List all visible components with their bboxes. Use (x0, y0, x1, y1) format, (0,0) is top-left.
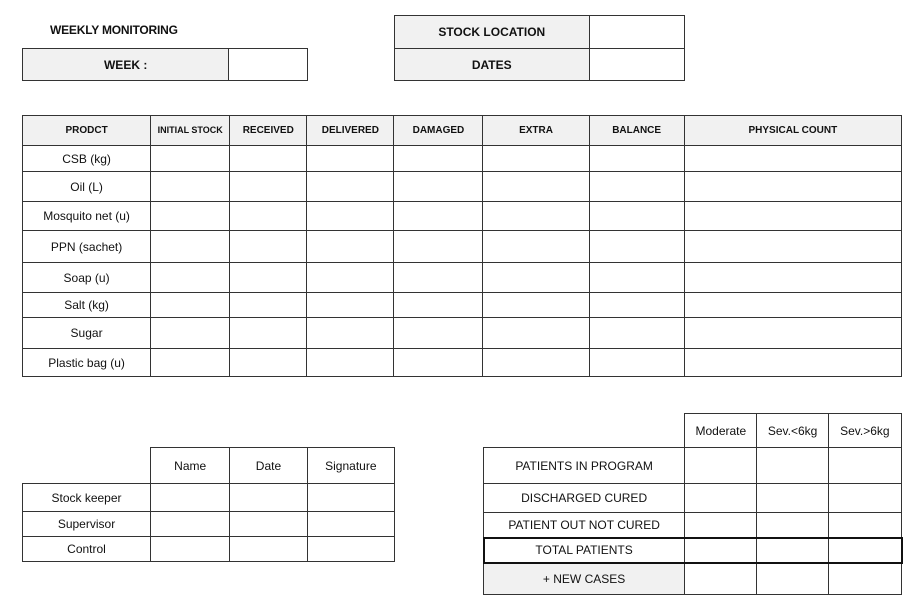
table-row (484, 513, 902, 538)
table-cell[interactable] (307, 349, 394, 377)
table-cell[interactable] (757, 563, 828, 595)
table-cell[interactable] (589, 263, 684, 293)
col-header-sev-under-6kg: Sev.<6kg (757, 414, 828, 448)
role-label: Control (23, 537, 151, 562)
product-name: Sugar (23, 318, 151, 349)
table-cell[interactable] (151, 263, 230, 293)
role-label: Supervisor (23, 512, 151, 537)
col-header-balance: BALANCE (589, 116, 684, 146)
table-cell[interactable] (151, 293, 230, 318)
col-header-damaged: DAMAGED (394, 116, 483, 146)
table-cell[interactable] (685, 484, 757, 513)
table-cell[interactable] (685, 563, 757, 595)
col-header-delivered: DELIVERED (307, 116, 394, 146)
table-cell[interactable] (483, 231, 589, 263)
week-value-cell[interactable] (229, 49, 308, 81)
col-header-initial-stock: INITIAL STOCK (151, 116, 230, 146)
table-cell[interactable] (230, 231, 307, 263)
dates-label: DATES (395, 49, 590, 81)
table-cell[interactable] (684, 172, 901, 202)
table-row-total (484, 538, 902, 563)
table-cell[interactable] (394, 231, 483, 263)
table-cell[interactable] (483, 293, 589, 318)
table-cell[interactable] (684, 146, 901, 172)
table-cell[interactable] (483, 202, 589, 231)
table-cell[interactable] (757, 448, 828, 484)
table-cell[interactable] (394, 146, 483, 172)
table-cell[interactable] (230, 293, 307, 318)
table-cell[interactable] (151, 202, 230, 231)
product-name: Soap (u) (23, 263, 151, 293)
table-cell[interactable] (589, 349, 684, 377)
table-cell[interactable] (483, 318, 589, 349)
table-cell[interactable] (230, 202, 307, 231)
stock-location-label: STOCK LOCATION (395, 16, 590, 49)
stock-table-header (23, 116, 902, 146)
table-cell[interactable] (307, 172, 394, 202)
week-table (22, 48, 308, 81)
table-cell[interactable] (151, 231, 230, 263)
table-cell[interactable] (685, 513, 757, 538)
table-cell[interactable] (394, 349, 483, 377)
product-name: Plastic bag (u) (23, 349, 151, 377)
table-cell[interactable] (151, 537, 230, 562)
table-cell[interactable] (684, 231, 901, 263)
table-row (23, 172, 902, 202)
table-row (23, 484, 395, 512)
stock-location-cell[interactable] (589, 16, 684, 49)
product-name: Mosquito net (u) (23, 202, 151, 231)
week-label: WEEK : (23, 49, 229, 81)
table-cell[interactable] (589, 202, 684, 231)
col-header-sev-over-6kg: Sev.>6kg (828, 414, 901, 448)
col-header-moderate: Moderate (685, 414, 757, 448)
product-name: Oil (L) (23, 172, 151, 202)
patients-row-label: PATIENT OUT NOT CURED (484, 513, 685, 538)
table-cell[interactable] (230, 537, 307, 562)
table-cell[interactable] (394, 263, 483, 293)
table-cell[interactable] (394, 293, 483, 318)
page-title: WEEKLY MONITORING (50, 23, 178, 37)
table-cell[interactable] (151, 318, 230, 349)
table-row (23, 293, 902, 318)
table-row (23, 202, 902, 231)
table-cell[interactable] (394, 202, 483, 231)
table-cell[interactable] (685, 538, 757, 563)
col-header-received: RECEIVED (230, 116, 307, 146)
table-cell[interactable] (307, 484, 394, 512)
table-cell[interactable] (230, 512, 307, 537)
table-cell[interactable] (684, 293, 901, 318)
table-cell[interactable] (151, 172, 230, 202)
table-cell[interactable] (151, 484, 230, 512)
table-cell[interactable] (230, 349, 307, 377)
table-cell[interactable] (151, 512, 230, 537)
table-cell[interactable] (828, 484, 901, 513)
table-cell[interactable] (828, 513, 901, 538)
table-row (23, 263, 902, 293)
table-cell[interactable] (230, 318, 307, 349)
table-cell[interactable] (684, 202, 901, 231)
table-cell[interactable] (828, 448, 901, 484)
table-cell[interactable] (307, 263, 394, 293)
table-row (484, 448, 902, 484)
product-name: Salt (kg) (23, 293, 151, 318)
table-cell[interactable] (230, 172, 307, 202)
table-cell[interactable] (589, 231, 684, 263)
table-cell[interactable] (757, 538, 828, 563)
product-name: PPN (sachet) (23, 231, 151, 263)
table-row (23, 146, 902, 172)
table-cell[interactable] (589, 318, 684, 349)
patients-row-label: + NEW CASES (484, 563, 685, 595)
table-cell[interactable] (307, 293, 394, 318)
patients-row-label: PATIENTS IN PROGRAM (484, 448, 685, 484)
table-cell[interactable] (684, 349, 901, 377)
table-cell[interactable] (394, 318, 483, 349)
table-cell[interactable] (589, 172, 684, 202)
table-cell[interactable] (230, 146, 307, 172)
table-cell[interactable] (307, 146, 394, 172)
table-cell[interactable] (685, 448, 757, 484)
patients-table (483, 413, 902, 595)
product-name: CSB (kg) (23, 146, 151, 172)
col-header-product: PRODCT (23, 116, 151, 146)
table-row (23, 349, 902, 377)
col-header-name: Name (151, 448, 230, 484)
table-cell[interactable] (307, 202, 394, 231)
table-cell[interactable] (394, 172, 483, 202)
table-cell[interactable] (757, 484, 828, 513)
table-cell[interactable] (589, 293, 684, 318)
table-cell[interactable] (230, 484, 307, 512)
table-cell[interactable] (757, 513, 828, 538)
table-cell[interactable] (483, 146, 589, 172)
table-cell[interactable] (828, 563, 901, 595)
table-cell[interactable] (828, 538, 901, 563)
signature-table-header (23, 448, 395, 484)
patients-table-header (484, 414, 902, 448)
patients-row-label: TOTAL PATIENTS (484, 538, 685, 563)
table-cell[interactable] (684, 263, 901, 293)
table-cell[interactable] (307, 512, 394, 537)
table-row (23, 318, 902, 349)
table-cell[interactable] (483, 349, 589, 377)
table-cell[interactable] (151, 349, 230, 377)
signature-table (22, 447, 395, 562)
stock-table (22, 115, 902, 377)
table-cell[interactable] (483, 172, 589, 202)
col-header-date: Date (230, 448, 307, 484)
table-cell[interactable] (589, 146, 684, 172)
location-dates-table (394, 15, 685, 81)
table-row (23, 512, 395, 537)
col-header-signature: Signature (307, 448, 394, 484)
patients-row-label: DISCHARGED CURED (484, 484, 685, 513)
table-row (23, 231, 902, 263)
table-row (484, 563, 902, 595)
col-header-physical-count: PHYSICAL COUNT (684, 116, 901, 146)
table-row (23, 537, 395, 562)
table-cell[interactable] (151, 146, 230, 172)
table-cell[interactable] (230, 263, 307, 293)
table-cell[interactable] (307, 537, 394, 562)
dates-cell[interactable] (589, 49, 684, 81)
col-header-extra: EXTRA (483, 116, 589, 146)
table-cell[interactable] (307, 318, 394, 349)
table-cell[interactable] (307, 231, 394, 263)
table-cell[interactable] (684, 318, 901, 349)
table-cell[interactable] (483, 263, 589, 293)
table-row (484, 484, 902, 513)
role-label: Stock keeper (23, 484, 151, 512)
